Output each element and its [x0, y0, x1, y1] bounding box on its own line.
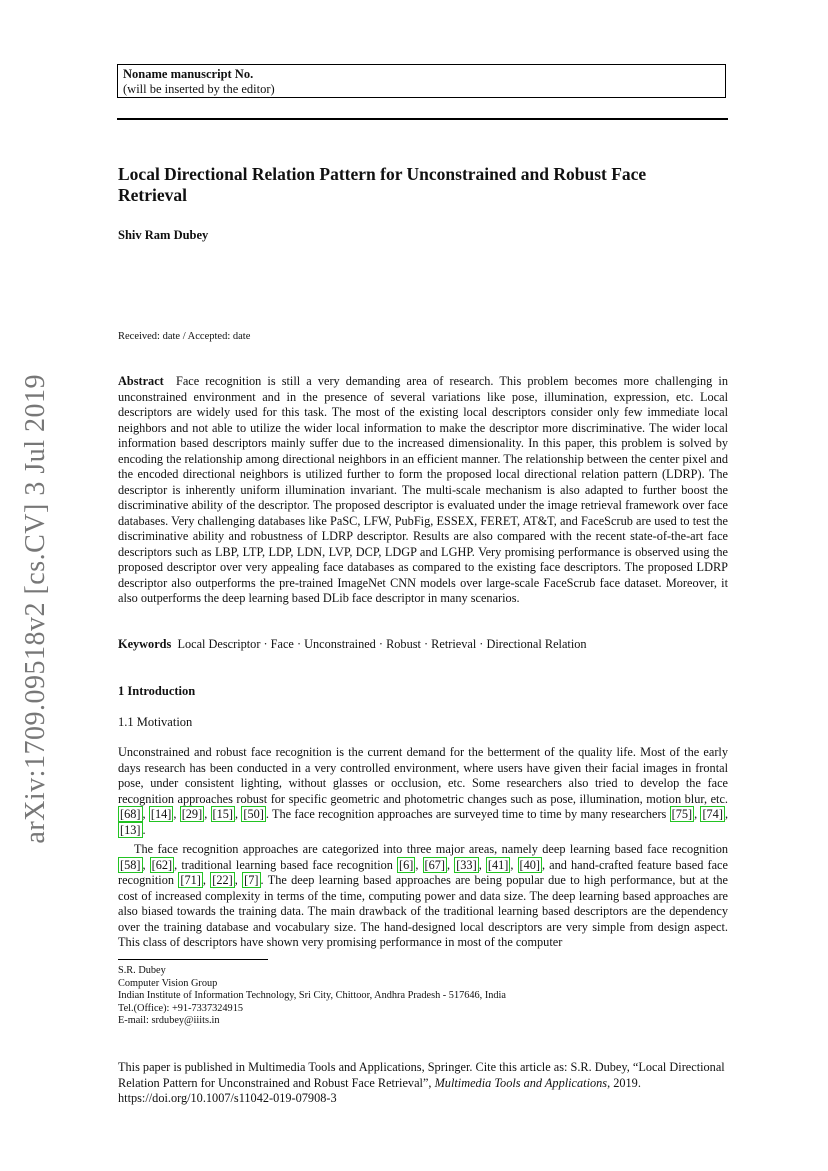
keywords-text: Local Descriptor · Face · Unconstrained · Robust · Retrieval · Directional Relation	[177, 637, 587, 651]
citation-link[interactable]: [50]	[243, 807, 264, 821]
intro-paragraph-2: The face recognition approaches are categorized into three major areas, namely deep learning based face recognition [58] , [62] , traditional learning based face recognition [6] , [67] , [33] , [41] , [40] , and hand-crafted feature based face recognition [71] , [22] , [7] . The deep learning based approaches are being popular due to high performance, but at the cost of increased complexity in terms of the time, computing power and data size. The deep learning based approaches are also biased towards the training data. The main drawback of the traditional learning based descriptors are the dependency over the training database and vocabulary size. The hand-designed local descriptors are very simple from design aspect. This class of descriptors have shown very promising performance in most of the computer	[118, 842, 729, 949]
footnote-email: E-mail: srdubey@iiits.in	[118, 1015, 220, 1026]
footnote-institute: Indian Institute of Information Technology, Sri City, Chittoor, Andhra Pradesh - 517646, India	[118, 990, 506, 1001]
keywords	[118, 637, 728, 653]
citation-link[interactable]: [6]	[399, 857, 414, 872]
citation-link[interactable]: [22]	[212, 873, 233, 887]
manuscript-box	[117, 64, 726, 98]
abstract-label: Abstract	[118, 374, 164, 388]
subsection-heading: 1.1 Motivation	[118, 715, 193, 729]
header-rule	[117, 118, 728, 120]
citation-link[interactable]: [14]	[150, 807, 172, 821]
citation-link[interactable]: [75]	[671, 807, 693, 821]
citation-link[interactable]: [62]	[151, 857, 173, 872]
abstract	[118, 374, 728, 607]
footnote-rule	[118, 959, 268, 960]
journal-name: Multimedia Tools and Applications	[434, 1075, 608, 1090]
citation-link[interactable]: [74]	[702, 807, 723, 821]
keywords-label: Keywords	[118, 637, 172, 651]
received-line: Received: date / Accepted: date	[118, 331, 251, 342]
citation-link[interactable]: [29]	[181, 807, 203, 821]
manuscript-line2: (will be inserted by the editor)	[123, 82, 275, 96]
arxiv-side-identifier: arXiv:1709.09518v2 [cs.CV] 3 Jul 2019	[20, 374, 51, 844]
publication-note: This paper is published in Multimedia Tools and Applications, Springer. Cite this article as: S.R. Dubey, “Local Directional Relation Pattern for Unconstrained and Robust Face Retrieval”, Multimedia Tools and Applications, 2019. https://doi.org/10.1007/s11042-019-07908-3	[118, 1060, 725, 1105]
abstract-text: Face recognition is still a very demanding area of research. This problem becomes more challenging in unconstrained environment and in the presence of several variations like pose, illumination, expression, etc. Local descriptors are widely used for this task. The most of the existing local descriptors consider only few immediate local neighbors and not able to utilize the wider local information to make the descriptor more discriminative. The wider local information based descriptors mainly suffer due to the increased dimensionality. In this paper, this problem is solved by encoding the relationship among directional neighbors in an efficient manner. The relationship between the center pixel and the encoded directional neighbors is utilized further to form the proposed local directional relation pattern (LDRP). The descriptor is inherently uniform illumination invariant. The multi-scale mechanism is also adapted to further boost the discriminative ability of the descriptor. The proposed descriptor is evaluated under the image retrieval framework over face databases. Very challenging databases like PaSC, LFW, PubFig, ESSEX, FERET, AT&T, and FaceScrub are used to test the discriminative ability and robustness of LDRP descriptor. Results are also compared with the recent state-of-the-art face descriptors such as LBP, LTP, LDP, LDN, LVP, DCP, LDGP and LGHP. Very promising performance is observed using the proposed descriptor over very appealing face databases as compared to the existing face descriptors. The proposed LDRP descriptor also outperforms the pre-trained ImageNet CNN models over large-scale FaceScrub face dataset. Moreover, it also outperforms the deep learning based DLib face descriptor in many scenarios.	[118, 374, 728, 605]
intro-paragraph-1: Unconstrained and robust face recognition is the current demand for the betterment of the quality life. Most of the early days research has been conducted in a very controlled environment, where users have given their facial images in frontal pose, under consistent lighting, without glasses or occlusion, etc. Some researchers also tried to develop the face recognition approaches robust for specific geometric and photometric changes such as pose, illumination, motion blur, etc. [68] , [14] , [29] , [15] , [50] . The face recognition approaches are surveyed time to time by many researchers [75] , [74] , [13] .	[118, 745, 729, 837]
citation-link[interactable]: [15]	[212, 807, 234, 821]
citation-link[interactable]: [58]	[120, 857, 141, 872]
author-name: Shiv Ram Dubey	[118, 228, 209, 242]
citation-link[interactable]: [68]	[120, 807, 141, 821]
author-footnote	[118, 965, 506, 1028]
citation-link[interactable]: [33]	[456, 857, 477, 872]
footnote-tel: Tel.(Office): +91-7337324915	[118, 1002, 243, 1014]
citation-link[interactable]: [71]	[180, 873, 201, 887]
citation-link[interactable]: [7]	[244, 873, 259, 887]
citation-link[interactable]: [67]	[424, 857, 446, 872]
citation-link[interactable]: [41]	[487, 857, 509, 872]
paper-title: Local Directional Relation Pattern for Unconstrained and Robust Face Retrieval	[118, 164, 647, 205]
footnote-group: Computer Vision Group	[118, 977, 218, 989]
section-heading: 1 Introduction	[118, 684, 196, 698]
citation-link[interactable]: [40]	[519, 857, 540, 872]
manuscript-line1: Noname manuscript No.	[123, 67, 254, 81]
citation-link[interactable]: [13]	[120, 822, 141, 837]
footnote-name: S.R. Dubey	[118, 965, 166, 976]
